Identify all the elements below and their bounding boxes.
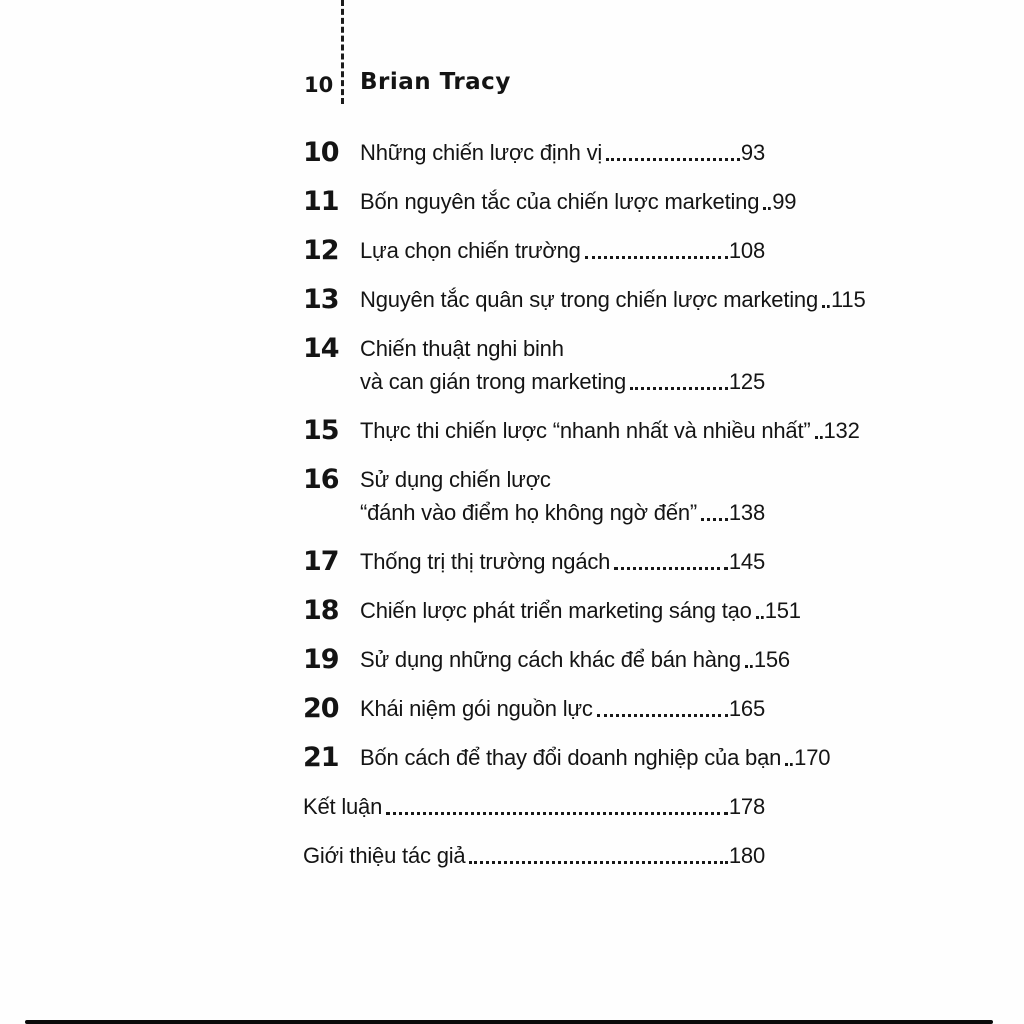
toc-entry (303, 463, 765, 529)
page-ref: 178 (728, 794, 765, 819)
chapter-number: 17 (303, 546, 339, 577)
toc-line (360, 692, 765, 725)
dot-leader (630, 387, 728, 390)
page-ref: 99 (772, 189, 797, 214)
toc-line (360, 332, 765, 365)
chapter-title: Sử dụng những cách khác để bán hàng (360, 647, 741, 672)
dot-leader (386, 812, 728, 815)
toc-entry (303, 594, 801, 627)
page-ref: 138 (728, 500, 765, 525)
chapter-number: 12 (303, 235, 339, 266)
page-ref: 156 (753, 647, 790, 672)
chapter-title: Thống trị thị trường ngách (360, 549, 611, 574)
toc-line (360, 365, 765, 398)
toc-entry (303, 332, 765, 398)
chapter-title-continuation: “đánh vào điểm họ không ngờ đến” (360, 500, 698, 525)
toc-entry (303, 692, 765, 725)
chapter-number: 18 (303, 595, 339, 626)
page-bottom-edge (25, 1020, 993, 1024)
toc-entry-body (360, 185, 797, 218)
toc-line (303, 839, 765, 872)
toc-line (360, 545, 765, 578)
toc-entry-body (360, 136, 765, 169)
dot-leader (585, 256, 728, 259)
toc-line (360, 414, 860, 447)
page-ref: 145 (728, 549, 765, 574)
toc-entry-body (360, 234, 765, 267)
page-ref: 115 (831, 287, 866, 312)
section-title: Giới thiệu tác giả (303, 843, 466, 868)
toc-entry-conclusion (303, 790, 765, 823)
toc-entry (303, 234, 765, 267)
toc-entry-about-author (303, 839, 765, 872)
toc-entry-body (360, 545, 765, 578)
dot-leader (701, 518, 728, 521)
page-ref: 165 (728, 696, 765, 721)
section-title: Kết luận (303, 794, 383, 819)
page-ref: 108 (728, 238, 765, 263)
dot-leader (469, 861, 727, 864)
page-ref: 125 (728, 369, 765, 394)
toc-entry-body (360, 414, 860, 447)
toc-line (360, 463, 765, 496)
chapter-title: Bốn nguyên tắc của chiến lược marketing (360, 189, 760, 214)
chapter-title: Thực thi chiến lược “nhanh nhất và nhiều nhất” (360, 418, 811, 443)
dot-leader (614, 567, 728, 570)
toc-line (360, 643, 790, 676)
toc-line (303, 790, 765, 823)
toc-entry (303, 741, 831, 774)
chapter-number: 15 (303, 415, 339, 446)
chapter-title-continuation: và can gián trong marketing (360, 369, 627, 394)
toc-entry (303, 545, 765, 578)
chapter-title: Những chiến lược định vị (360, 140, 603, 165)
chapter-title: Lựa chọn chiến trường (360, 238, 581, 263)
dot-leader (763, 207, 771, 210)
dot-leader (597, 714, 728, 717)
chapter-number: 16 (303, 464, 339, 495)
toc-line (360, 594, 801, 627)
chapter-title: Bốn cách để thay đổi doanh nghiệp của bạn (360, 745, 782, 770)
toc-line (360, 741, 831, 774)
toc-line (360, 496, 765, 529)
chapter-title: Nguyên tắc quân sự trong chiến lược marketing (360, 287, 819, 312)
toc-entry-body (303, 790, 765, 823)
chapter-title: Khái niệm gói nguồn lực (360, 696, 593, 721)
dot-leader (756, 616, 764, 619)
toc-entry (303, 643, 790, 676)
toc-entry-body (303, 839, 765, 872)
page-ref: 180 (728, 843, 765, 868)
toc-entry-body (360, 594, 801, 627)
chapter-title: Sử dụng chiến lược (360, 467, 551, 492)
toc-line (360, 283, 866, 316)
page-ref: 93 (740, 140, 765, 165)
toc-line (360, 136, 765, 169)
toc-entry-body (360, 643, 790, 676)
toc-entry (303, 185, 797, 218)
toc-entry-body (360, 463, 765, 529)
dashed-divider (341, 0, 344, 104)
chapter-number: 13 (303, 284, 339, 315)
page-ref: 132 (823, 418, 860, 443)
dot-leader (822, 305, 830, 308)
chapter-title: Chiến thuật nghi binh (360, 336, 564, 361)
toc-entry (303, 283, 866, 316)
chapter-title: Chiến lược phát triển marketing sáng tạo (360, 598, 752, 623)
toc-entry-body (360, 332, 765, 398)
dot-leader (745, 665, 753, 668)
toc-entry-body (360, 741, 831, 774)
dot-leader (815, 436, 823, 439)
header-running-title: Brian Tracy (360, 69, 511, 95)
dot-leader (606, 158, 740, 161)
chapter-number: 10 (303, 137, 339, 168)
toc-entry-body (360, 692, 765, 725)
chapter-number: 11 (303, 186, 339, 217)
toc-line (360, 234, 765, 267)
chapter-number: 21 (303, 742, 339, 773)
toc-entry-body (360, 283, 866, 316)
page-ref: 170 (794, 745, 831, 770)
toc-entry (303, 136, 765, 169)
header-folio-number: 10 (304, 73, 334, 97)
chapter-number: 20 (303, 693, 339, 724)
dot-leader (785, 763, 793, 766)
page-ref: 151 (764, 598, 801, 623)
toc-entry (303, 414, 860, 447)
chapter-number: 14 (303, 333, 339, 364)
chapter-number: 19 (303, 644, 339, 675)
toc-line (360, 185, 797, 218)
table-of-contents (303, 136, 866, 888)
